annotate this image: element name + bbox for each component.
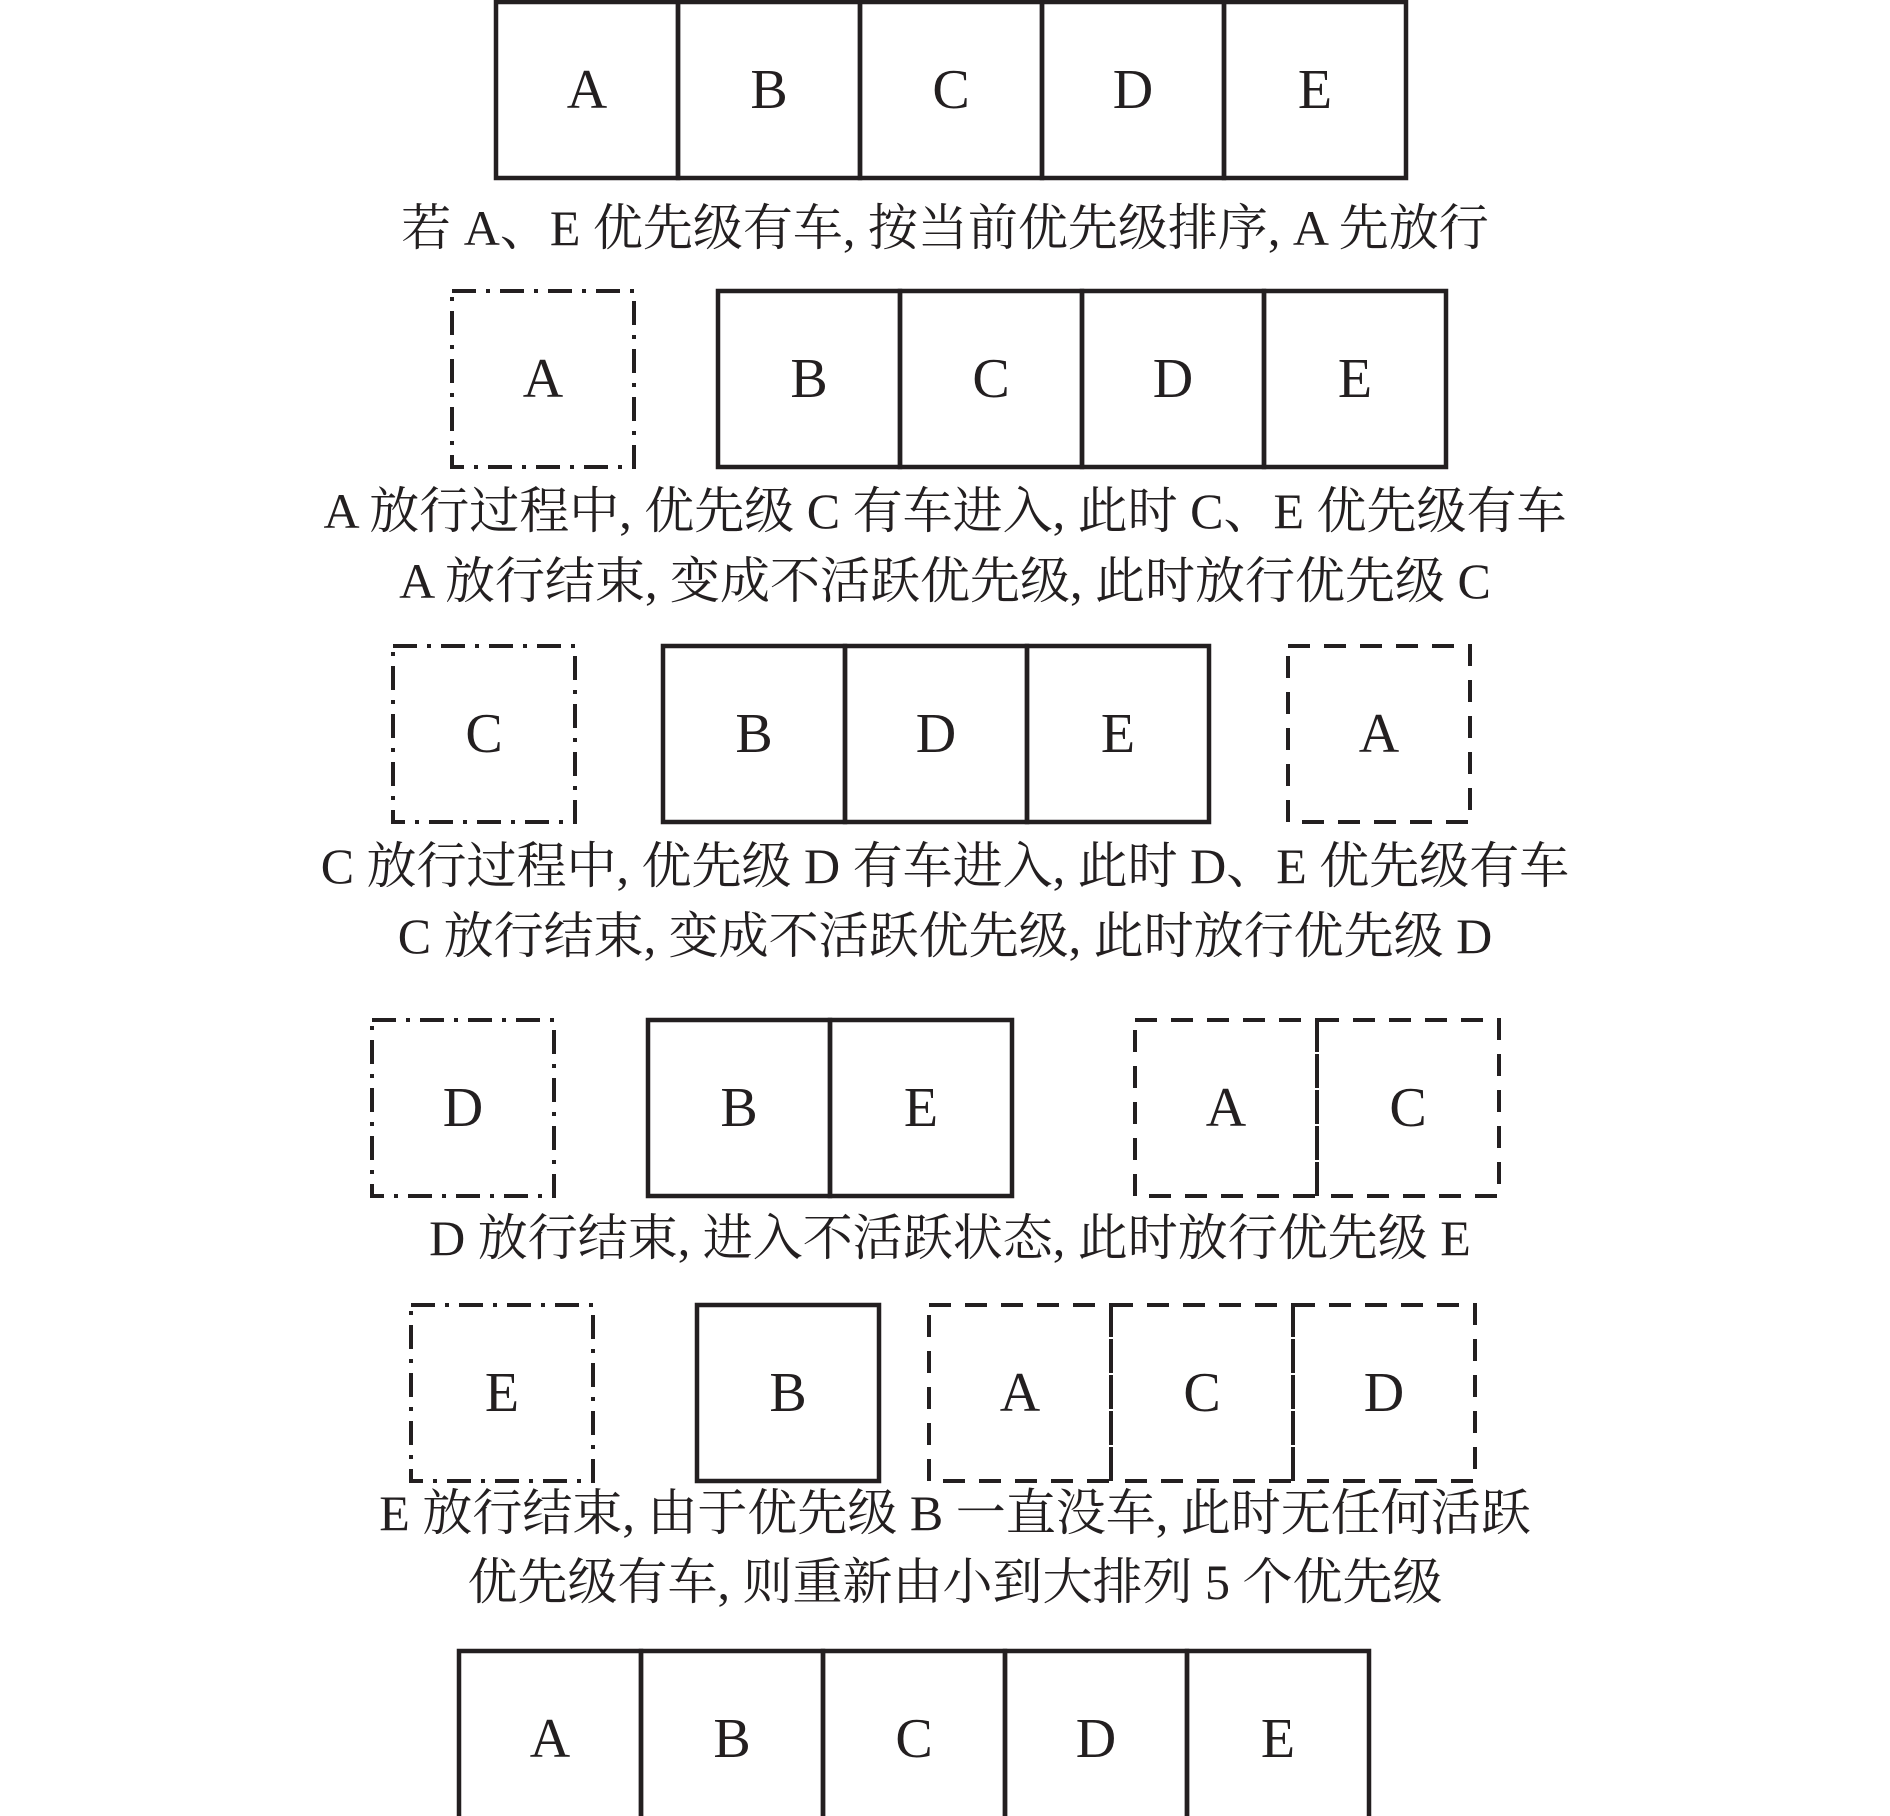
- cell-label: D: [442, 1077, 484, 1139]
- priority-cell-D: [1005, 1651, 1187, 1816]
- priority-cell-A: [452, 291, 634, 467]
- stage-caption: C 放行过程中, 优先级 D 有车进入, 此时 D、E 优先级有车: [320, 838, 1570, 894]
- priority-cell-A: [1288, 646, 1470, 822]
- cell-label: B: [750, 59, 788, 121]
- priority-cell-E: [1264, 291, 1446, 467]
- cell-label: B: [790, 348, 828, 410]
- cell-label: A: [1205, 1077, 1247, 1139]
- stage-caption: A 放行过程中, 优先级 C 有车进入, 此时 C、E 优先级有车: [323, 483, 1567, 539]
- priority-cell-D: [372, 1020, 554, 1196]
- cell-label: E: [1260, 1708, 1296, 1770]
- dash-dot-group: [411, 1305, 593, 1481]
- stage-6: [459, 1651, 1369, 1816]
- priority-cell-E: [1187, 1651, 1369, 1816]
- priority-cell-B: [663, 646, 845, 822]
- stage-caption: E 放行结束, 由于优先级 B 一直没车, 此时无任何活跃: [379, 1485, 1531, 1541]
- cell-label: A: [522, 348, 564, 410]
- cell-label: C: [1389, 1077, 1427, 1139]
- cell-label: D: [1152, 348, 1194, 410]
- dashed-group: [929, 1305, 1475, 1481]
- cell-label: A: [529, 1708, 571, 1770]
- stage-4: [372, 1020, 1499, 1266]
- priority-cell-A: [459, 1651, 641, 1816]
- priority-cell-A: [496, 2, 678, 178]
- cell-label: B: [720, 1077, 758, 1139]
- cell-label: E: [1297, 59, 1333, 121]
- cell-label: A: [999, 1362, 1041, 1424]
- priority-cell-B: [718, 291, 900, 467]
- priority-cell-D: [1042, 2, 1224, 178]
- priority-cell-B: [641, 1651, 823, 1816]
- cell-label: B: [713, 1708, 751, 1770]
- stage-1: [401, 2, 1489, 256]
- priority-cell-C: [1317, 1020, 1499, 1196]
- solid-group: [663, 646, 1209, 822]
- priority-cell-C: [900, 291, 1082, 467]
- dash-dot-group: [393, 646, 575, 822]
- cell-label: C: [465, 703, 503, 765]
- cell-label: B: [769, 1362, 807, 1424]
- priority-cell-D: [845, 646, 1027, 822]
- cell-label: D: [915, 703, 957, 765]
- cell-label: C: [895, 1708, 933, 1770]
- cell-label: E: [1337, 348, 1373, 410]
- stage-5: [379, 1305, 1530, 1610]
- cell-label: D: [1075, 1708, 1117, 1770]
- priority-cell-A: [929, 1305, 1111, 1481]
- priority-cell-C: [1111, 1305, 1293, 1481]
- priority-cell-B: [697, 1305, 879, 1481]
- solid-group: [697, 1305, 879, 1481]
- priority-cell-C: [393, 646, 575, 822]
- solid-group: [496, 2, 1406, 178]
- priority-cell-A: [1135, 1020, 1317, 1196]
- stage-caption: 若 A、E 优先级有车, 按当前优先级排序, A 先放行: [401, 200, 1489, 256]
- priority-cell-E: [411, 1305, 593, 1481]
- cell-label: A: [566, 59, 608, 121]
- priority-cell-E: [1027, 646, 1209, 822]
- priority-cell-B: [648, 1020, 830, 1196]
- stage-2: [323, 291, 1566, 609]
- priority-cell-E: [1224, 2, 1406, 178]
- stage-caption: C 放行结束, 变成不活跃优先级, 此时放行优先级 D: [397, 908, 1493, 964]
- cell-label: B: [735, 703, 773, 765]
- stage-3: [321, 646, 1570, 964]
- cell-label: A: [1358, 703, 1400, 765]
- cell-label: D: [1363, 1362, 1405, 1424]
- priority-cell-B: [678, 2, 860, 178]
- priority-cell-D: [1293, 1305, 1475, 1481]
- cell-label: C: [972, 348, 1010, 410]
- cell-label: E: [1100, 703, 1136, 765]
- dashed-group: [1288, 646, 1470, 822]
- solid-group: [459, 1651, 1369, 1816]
- cell-label: C: [1183, 1362, 1221, 1424]
- priority-cell-C: [860, 2, 1042, 178]
- dash-dot-group: [452, 291, 634, 467]
- stage-caption: D 放行结束, 进入不活跃状态, 此时放行优先级 E: [429, 1210, 1471, 1266]
- dash-dot-group: [372, 1020, 554, 1196]
- stage-caption: 优先级有车, 则重新由小到大排列 5 个优先级: [467, 1554, 1443, 1610]
- cell-label: E: [903, 1077, 939, 1139]
- cell-label: C: [932, 59, 970, 121]
- cell-label: E: [484, 1362, 520, 1424]
- dashed-group: [1135, 1020, 1499, 1196]
- stage-caption: A 放行结束, 变成不活跃优先级, 此时放行优先级 C: [399, 553, 1491, 609]
- cell-label: D: [1112, 59, 1154, 121]
- solid-group: [648, 1020, 1012, 1196]
- priority-cell-C: [823, 1651, 1005, 1816]
- solid-group: [718, 291, 1446, 467]
- priority-cell-D: [1082, 291, 1264, 467]
- priority-cell-E: [830, 1020, 1012, 1196]
